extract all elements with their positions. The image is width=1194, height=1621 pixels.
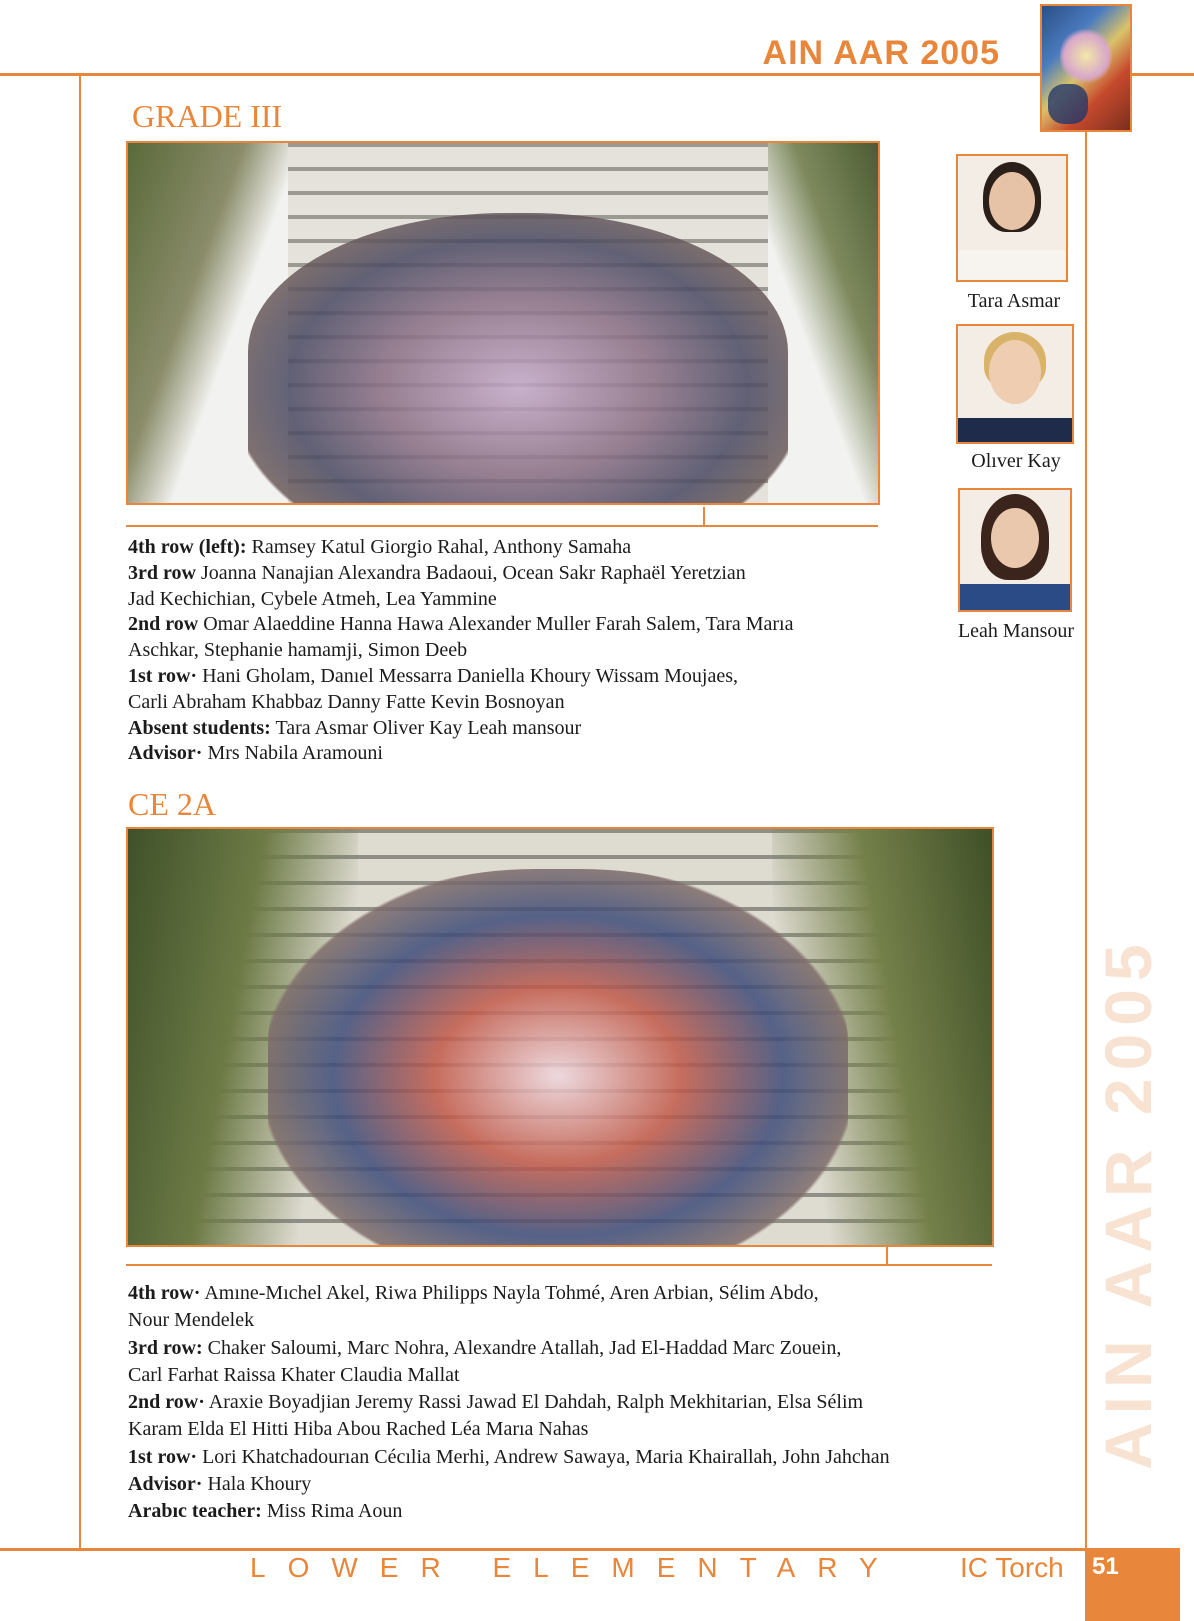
portrait-absent-3	[958, 488, 1072, 612]
portrait-absent-2	[956, 324, 1074, 444]
caption-line: Karam Elda El Hitti Hiba Abou Rached Léa Marıa Nahas	[128, 1418, 589, 1441]
footer-magazine-name: IC Torch	[960, 1552, 1064, 1583]
portrait-name-3: Leah Mansour	[957, 620, 1075, 642]
caption-line: Nour Mendelek	[128, 1309, 255, 1332]
watermark-text: AIN AAR 2005	[1091, 936, 1165, 1470]
portrait-absent-1	[956, 154, 1068, 282]
caption-line: Aschkar, Stephanie hamamji, Simon Deeb	[128, 639, 468, 662]
caption-rule-grade3	[126, 525, 878, 527]
caption-line: Advisor· Mrs Nabila Aramouni	[128, 742, 383, 765]
caption-grade3	[128, 535, 793, 767]
caption-tick-ce2a	[886, 1246, 888, 1264]
caption-line: Advisor· Hala Khoury	[128, 1473, 312, 1496]
header-title: AIN AAR 2005	[762, 34, 1000, 72]
caption-line: 4th row· Amıne-Mıchel Akel, Riwa Philipps Nayla Tohmé, Aren Arbian, Sélim Abdo,	[128, 1282, 819, 1304]
caption-line: 3rd row Joanna Nanajian Alexandra Badaoui, Ocean Sakr Raphaël Yeretzian	[128, 561, 746, 584]
portrait-name-2: Olıver Kay	[971, 450, 1061, 472]
caption-rule-ce2a	[126, 1264, 992, 1266]
caption-tick-grade3	[703, 507, 705, 525]
caption-ce2a	[128, 1280, 890, 1526]
caption-line: Absent students: Tara Asmar Oliver Kay Leah mansour	[128, 716, 582, 739]
footer-section-name: LOWER ELEMENTARY	[250, 1552, 900, 1583]
caption-line: 4th row (left): Ramsey Katul Giorgio Rahal, Anthony Samaha	[128, 536, 632, 558]
top-rule	[0, 73, 1194, 76]
caption-line: Carl Farhat Raissa Khater Claudia Mallat	[128, 1363, 460, 1386]
caption-line: 1st row· Lori Khatchadourıan Cécılia Merhi, Andrew Sawaya, Maria Khairallah, John Jahchan	[128, 1445, 890, 1468]
portrait-name-1: Tara Asmar	[967, 290, 1061, 312]
section-title-grade3: GRADE III	[132, 98, 283, 134]
caption-line: 3rd row: Chaker Saloumi, Marc Nohra, Alexandre Atallah, Jad El-Haddad Marc Zouein,	[128, 1336, 842, 1359]
bottom-rule	[0, 1548, 1180, 1551]
caption-line: 2nd row Omar Alaeddine Hanna Hawa Alexander Muller Farah Salem, Tara Marıa	[128, 613, 794, 636]
right-rule	[1085, 128, 1087, 1548]
caption-line: 1st row· Hani Gholam, Danıel Messarra Daniella Khoury Wissam Moujaes,	[128, 664, 738, 687]
section-title-ce2a: CE 2A	[128, 786, 216, 822]
class-photo-ce2a	[126, 827, 994, 1247]
caption-line: Carli Abraham Khabbaz Danny Fatte Kevin Bosnoyan	[128, 690, 565, 713]
class-photo-grade3	[126, 141, 880, 505]
caption-line: Arabıc teacher: Miss Rima Aoun	[128, 1500, 403, 1523]
header-artwork-image	[1040, 4, 1132, 132]
page-number: 51	[1092, 1553, 1119, 1580]
left-rule	[79, 73, 81, 1551]
caption-line: 2nd row· Araxie Boyadjian Jeremy Rassi Jawad El Dahdah, Ralph Mekhitarian, Elsa Sélim	[128, 1391, 864, 1414]
caption-line: Jad Kechichian, Cybele Atmeh, Lea Yammine	[128, 587, 497, 610]
